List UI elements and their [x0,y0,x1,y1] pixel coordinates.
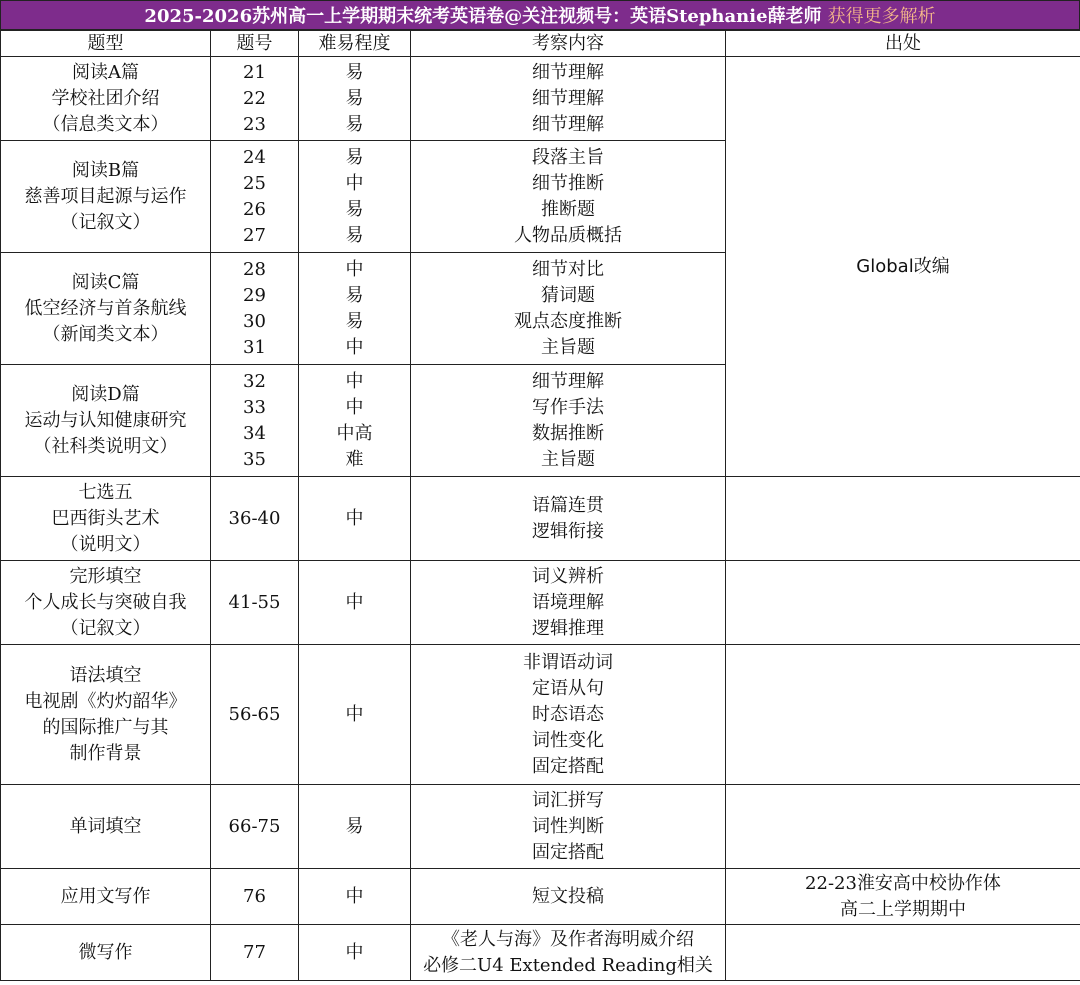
content-item: 主旨题 [541,336,595,358]
topic-cell [1,57,211,141]
topic-line: （记叙文） [60,617,151,639]
number-cell [211,141,299,253]
topic-line: 电视剧《灼灼韶华》 [24,690,187,712]
difficulty-value: 难 [345,448,364,470]
content-cell [411,477,726,561]
content-item: 词汇拼写 [532,789,604,811]
topic-cell [1,253,211,365]
difficulty-value: 中 [345,703,364,725]
topic-cell [1,141,211,253]
difficulty-value: 易 [345,198,364,220]
topic-line: 应用文写作 [60,885,151,907]
difficulty-value: 易 [345,113,364,135]
number-cell [211,253,299,365]
number-cell [211,477,299,561]
difficulty-value: 易 [345,61,364,83]
content-item: 语境理解 [532,591,604,613]
difficulty-value: 中 [345,336,364,358]
topic-line: （新闻类文本） [42,323,169,345]
source-cell [726,785,1080,869]
source-cell [726,645,1080,785]
question-number: 35 [243,448,266,470]
number-cell [211,785,299,869]
content-item: 猜词题 [541,284,595,306]
source-writing-line: 高二上学期期中 [840,898,966,920]
question-number: 30 [243,310,266,332]
question-number: 23 [243,113,266,135]
content-cell [411,253,726,365]
question-number: 24 [243,146,266,168]
difficulty-value: 中 [345,941,364,963]
analysis-table [0,30,1080,981]
content-item: 细节理解 [532,61,604,83]
topic-line: 阅读B篇 [71,159,140,181]
topic-line: 单词填空 [69,815,142,837]
content-item: 人物品质概括 [514,224,622,246]
difficulty-value: 中 [345,885,364,907]
topic-line: 学校社团介绍 [51,87,160,109]
header-source: 出处 [726,31,1080,57]
source-reading: Global改编 [856,255,950,277]
content-cell [411,645,726,785]
difficulty-cell [299,645,411,785]
content-item: 细节推断 [532,172,604,194]
question-number: 32 [243,370,266,392]
source-writing-line: 22-23淮安高中校协作体 [805,872,1001,894]
topic-line: 个人成长与突破自我 [24,591,187,613]
question-number: 77 [243,941,266,963]
difficulty-value: 易 [345,284,364,306]
topic-line: 微写作 [78,941,133,963]
content-item: 逻辑推理 [532,617,604,639]
difficulty-cell [299,141,411,253]
difficulty-value: 中 [345,507,364,529]
question-number: 34 [243,422,266,444]
number-cell [211,645,299,785]
table-row [1,57,1080,141]
content-cell [411,141,726,253]
topic-line: 七选五 [78,481,133,503]
table-row [1,477,1080,561]
content-item: 段落主旨 [532,146,604,168]
difficulty-cell [299,253,411,365]
topic-cell [1,925,211,981]
content-item: 词义辨析 [532,565,604,587]
topic-cell [1,785,211,869]
content-item: 细节理解 [532,113,604,135]
topic-cell [1,365,211,477]
difficulty-value: 中 [345,591,364,613]
source-cell [726,925,1080,981]
topic-line: 运动与认知健康研究 [24,409,187,431]
topic-line: （说明文） [60,533,151,555]
content-item: 观点态度推断 [514,310,622,332]
content-item: 必修二U4 Extended Reading相关 [423,954,713,976]
source-cell [726,561,1080,645]
content-item: 细节理解 [532,370,604,392]
number-cell [211,925,299,981]
question-number: 28 [243,258,266,280]
content-item: 逻辑衔接 [532,520,604,542]
question-number: 22 [243,87,266,109]
topic-line: 阅读A篇 [72,61,139,83]
topic-line: （信息类文本） [42,113,169,135]
topic-line: 的国际推广与其 [42,716,169,738]
topic-cell [1,561,211,645]
topic-line: 低空经济与首条航线 [24,297,187,319]
question-number: 29 [243,284,266,306]
content-cell [411,869,726,925]
table-row [1,925,1080,981]
question-number: 56-65 [228,703,281,725]
difficulty-value: 中高 [336,422,373,444]
topic-line: 慈善项目起源与运作 [24,185,187,207]
difficulty-value: 中 [345,396,364,418]
topic-line: 阅读C篇 [71,271,140,293]
content-item: 定语从句 [532,677,604,699]
table-row [1,869,1080,925]
difficulty-value: 中 [345,172,364,194]
content-item: 时态语态 [532,703,604,725]
table-row [1,645,1080,785]
content-cell [411,785,726,869]
number-cell [211,57,299,141]
content-item: 细节理解 [532,87,604,109]
content-item: 词性判断 [532,815,604,837]
number-cell [211,869,299,925]
title-main: 2025-2026苏州高一上学期期末统考英语卷@关注视频号：英语Stephanie薛老师 [144,6,822,27]
question-number: 66-75 [228,815,281,837]
title-bar [0,0,1080,30]
content-item: 《老人与海》及作者海明威介绍 [442,928,694,950]
content-item: 写作手法 [532,396,604,418]
header-question-number: 题号 [211,31,299,57]
content-cell [411,925,726,981]
content-item: 词性变化 [532,729,604,751]
topic-cell [1,477,211,561]
question-number: 26 [243,198,266,220]
number-cell [211,561,299,645]
question-number: 33 [243,396,266,418]
difficulty-cell [299,57,411,141]
question-number: 41-55 [228,591,281,613]
topic-line: 制作背景 [69,742,142,764]
difficulty-cell [299,365,411,477]
content-item: 细节对比 [532,258,604,280]
content-cell [411,365,726,477]
question-number: 36-40 [228,507,281,529]
question-number: 76 [243,885,266,907]
difficulty-value: 易 [345,87,364,109]
topic-line: 完形填空 [69,565,142,587]
topic-line: 阅读D篇 [71,383,140,405]
difficulty-value: 易 [345,146,364,168]
topic-line: （社科类说明文） [33,435,178,457]
table-row [1,561,1080,645]
difficulty-cell [299,477,411,561]
number-cell [211,365,299,477]
topic-cell [1,645,211,785]
difficulty-value: 中 [345,258,364,280]
content-item: 固定搭配 [532,755,604,777]
topic-line: 巴西街头艺术 [51,507,160,529]
difficulty-value: 易 [345,224,364,246]
content-item: 推断题 [541,198,595,220]
question-number: 25 [243,172,266,194]
title-highlight: 获得更多解析 [827,6,936,27]
question-number: 27 [243,224,266,246]
difficulty-cell [299,785,411,869]
table-row [1,785,1080,869]
content-cell [411,57,726,141]
content-item: 主旨题 [541,448,595,470]
topic-line: （记叙文） [60,211,151,233]
header-question-type: 题型 [1,31,211,57]
question-number: 31 [243,336,266,358]
topic-cell [1,869,211,925]
header-row [1,31,1080,57]
header-content: 考察内容 [411,31,726,57]
difficulty-value: 易 [345,310,364,332]
source-reading-cell [726,57,1080,477]
difficulty-value: 易 [345,815,364,837]
source-writing-cell [726,869,1080,925]
content-item: 语篇连贯 [532,494,604,516]
content-item: 短文投稿 [532,885,604,907]
header-difficulty: 难易程度 [299,31,411,57]
content-item: 非谓语动词 [523,651,613,673]
difficulty-cell [299,869,411,925]
difficulty-cell [299,561,411,645]
difficulty-value: 中 [345,370,364,392]
difficulty-cell [299,925,411,981]
question-number: 21 [243,61,266,83]
content-item: 固定搭配 [532,841,604,863]
topic-line: 语法填空 [69,664,142,686]
content-item: 数据推断 [532,422,604,444]
source-cell [726,477,1080,561]
content-cell [411,561,726,645]
